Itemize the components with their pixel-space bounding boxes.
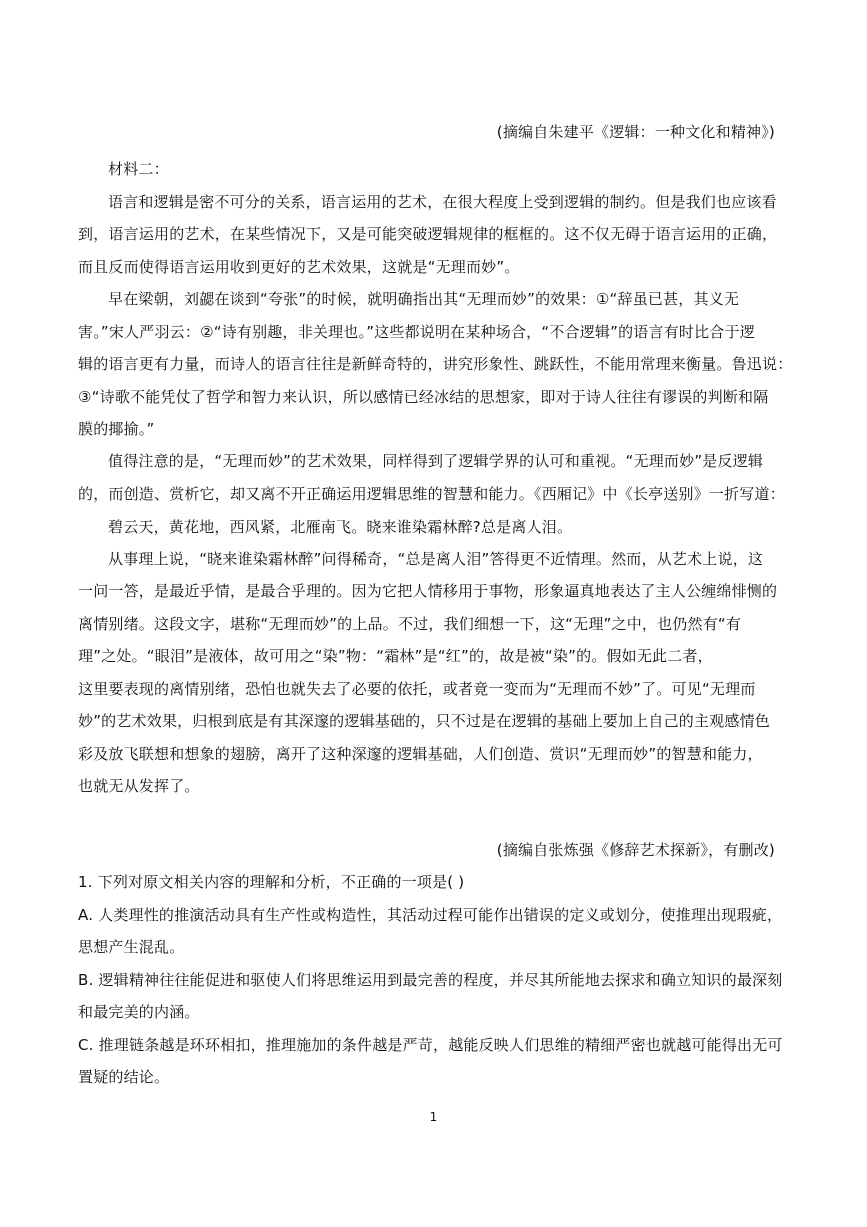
source-citation-2: (摘编自张炼强《修辞艺术探新》，有删改) (496, 841, 775, 859)
text-line: 语言和逻辑是密不可分的关系，语言运用的艺术，在很大程度上受到逻辑的制约。但是我们也应该看 (108, 193, 777, 211)
question-stem: 1. 下列对原文相关内容的理解和分析，不正确的一项是( ) (78, 873, 465, 891)
text-line: 到，语言运用的艺术，在某些情况下，又是可能突破逻辑规律的框框的。这不仅无碍于语言运用的正确， (78, 225, 778, 243)
text-line: 妙”的艺术效果，归根到底是有其深邃的逻辑基础的，只不过是在逻辑的基础上要加上自己的主观感情色 (78, 712, 770, 730)
text-line: 彩及放飞联想和想象的翅膀，离开了这种深邃的逻辑基础，人们创造、赏识“无理而妙”的智慧和能力， (78, 745, 763, 763)
poem-line: 碧云天，黄花地，西风紧，北雁南飞。晓来谁染霜林醉?总是离人泪。 (108, 518, 573, 536)
text-line: 也就无从发挥了。 (78, 777, 200, 795)
text-line: ③“诗歌不能凭仗了哲学和智力来认识，所以感情已经冰结的思想家，即对于诗人往往有谬误的判断和隔 (78, 388, 769, 406)
text-line: 从事理上说，“晓来谁染霜林醉”问得稀奇，“总是离人泪”答得更不近情理。然而，从艺术上说，这 (108, 550, 764, 568)
text-line: 一问一答，是最近乎情，是最合乎理的。因为它把人情移用于事物，形象逼真地表达了主人公缠绵悱恻的 (78, 582, 778, 600)
text-line: 而且反而使得语言运用收到更好的艺术效果，这就是“无理而妙”。 (78, 258, 520, 276)
text-line: 理”之处。“眼泪”是液体，故可用之“染”物：“霜林”是“红”的，故是被“染”的。假如无此二者， (78, 647, 713, 665)
option-c-continued: 置疑的结论。 (78, 1068, 170, 1086)
source-citation-1: (摘编自朱建平《逻辑：一种文化和精神》) (496, 123, 775, 141)
text-line: 膜的揶揄。” (78, 420, 155, 438)
page-number: 1 (429, 1110, 438, 1124)
text-line: 害。”宋人严羽云：②“诗有别趣，非关理也。”这些都说明在某种场合，“不合逻辑”的语言有时比合于逻 (78, 323, 755, 341)
text-line: 辑的语言更有力量，而诗人的语言往往是新鲜奇特的，讲究形象性、跳跃性，不能用常理来衡量。鲁迅说： (78, 355, 793, 373)
text-line: 的，而创造、赏析它，却又离不开正确运用逻辑思维的智慧和能力。《西厢记》中《长亭送别》一折写道： (78, 485, 785, 503)
option-a: A. 人类理性的推演活动具有生产性或构造性，其活动过程可能作出错误的定义或划分，使推理出现瑕疵， (78, 906, 783, 924)
text-line: 早在梁朝，刘勰在谈到“夸张”的时候，就明确指出其“无理而妙”的效果：①“辞虽已甚，其义无 (108, 290, 740, 308)
option-a-continued: 思想产生混乱。 (78, 938, 185, 956)
text-line: 这里要表现的离情别绪，恐怕也就失去了必要的依托，或者竟一变而为“无理而不妙”了。可见“无理而 (78, 680, 756, 698)
option-b: B. 逻辑精神往往能促进和驱使人们将思维运用到最完善的程度，并尽其所能地去探求和确立知识的最深刻 (78, 971, 783, 989)
text-line: 值得注意的是，“无理而妙”的艺术效果，同样得到了逻辑学界的认可和重视。“无理而妙”是反逻辑 (108, 452, 764, 470)
option-c: C. 推理链条越是环环相扣，推理施加的条件越是严苛，越能反映人们思维的精细严密也就越可能得出无可 (78, 1036, 783, 1054)
option-b-continued: 和最完美的内涵。 (78, 1003, 200, 1021)
material-2-heading: 材料二： (108, 160, 169, 178)
text-line: 离情别绪。这段文字，堪称“无理而妙”的上品。不过，我们细想一下，这“无理”之中，也仍然有“有 (78, 615, 742, 633)
